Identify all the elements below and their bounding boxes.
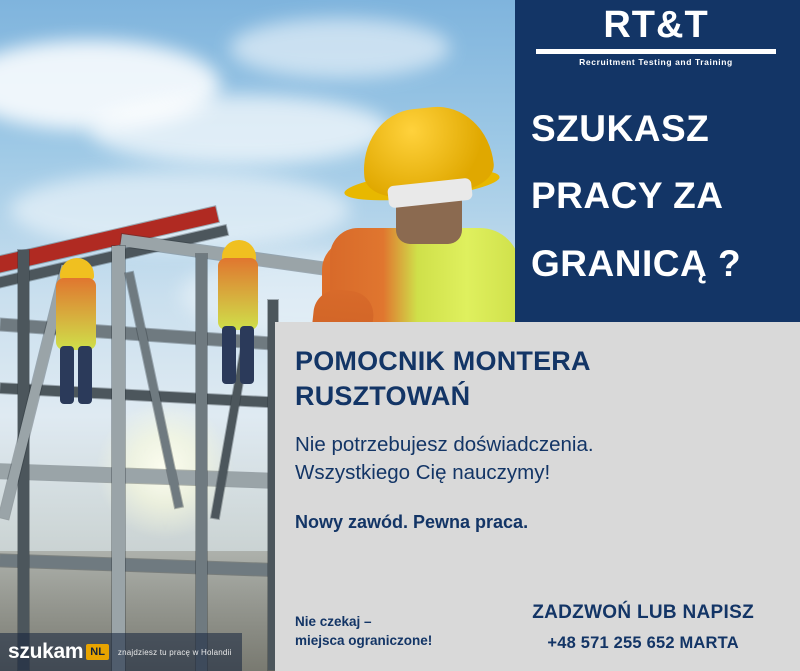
job-description-line-1: Nie potrzebujesz doświadczenia. — [295, 433, 594, 457]
job-title-line-1: POMOCNIK MONTERA — [295, 346, 591, 376]
contact-block — [532, 602, 782, 653]
job-tagline: Nowy zawód. Pewna praca. — [295, 512, 529, 533]
job-title — [295, 344, 782, 413]
job-title-line-2: RUSZTOWAŃ — [295, 380, 471, 411]
watermark-word: szukam — [8, 640, 84, 663]
contact-call-label: ZADZWOŃ LUB NAPISZ — [532, 602, 754, 623]
worker-middle — [212, 240, 272, 380]
worker-left — [48, 258, 108, 398]
worker-leg — [78, 346, 92, 404]
offer-card-content — [295, 344, 782, 533]
safety-vest — [218, 258, 258, 330]
hard-hat — [60, 258, 94, 280]
contact-phone-number[interactable]: +48 571 255 652 MARTA — [547, 634, 739, 652]
rtt-logo — [536, 6, 776, 67]
headline-line-2: PRACY ZA — [531, 175, 724, 217]
watermark-domain: NL — [86, 644, 109, 660]
worker-leg — [240, 326, 254, 384]
offer-card — [275, 322, 800, 671]
worker-leg — [222, 326, 236, 384]
logo-subtitle: Recruitment Testing and Training — [579, 56, 733, 67]
cloud-shape — [230, 18, 450, 78]
urgency-line-1: Nie czekaj – — [295, 613, 372, 629]
headline — [515, 100, 800, 302]
logo-main-text: RT&T — [603, 4, 709, 46]
scaffold-post — [196, 254, 207, 671]
urgency-line-2: miejsca ograniczone! — [295, 633, 433, 649]
job-description-line-2: Wszystkiego Cię nauczymy! — [295, 460, 551, 484]
logo-divider — [536, 49, 776, 54]
safety-vest — [56, 278, 96, 350]
szukam-nl-watermark — [0, 633, 242, 671]
headline-line-1: SZUKASZ — [531, 108, 710, 149]
offer-card-footer — [295, 602, 782, 653]
scaffold-post — [112, 246, 125, 671]
headline-line-3: GRANICĄ ? — [531, 242, 742, 284]
job-description — [295, 431, 782, 486]
urgency-note — [295, 612, 432, 653]
watermark-tagline: znajdziesz tu pracę w Holandii — [117, 647, 232, 657]
worker-leg — [60, 346, 74, 404]
